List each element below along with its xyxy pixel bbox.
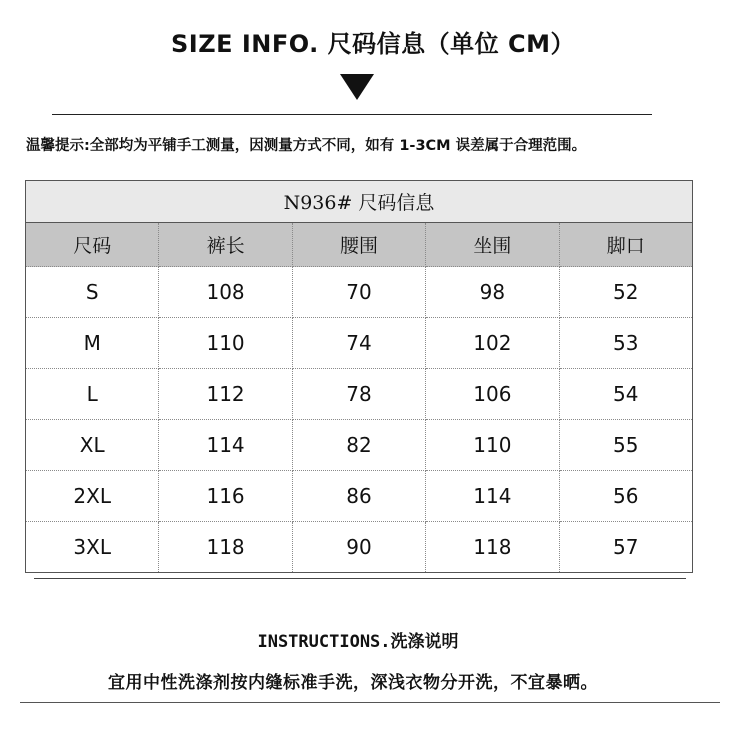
table-cell: L: [26, 369, 159, 420]
instructions-text: 宜用中性洗涤剂按内缝标准手洗，深浅衣物分开洗，不宜暴晒。: [108, 673, 598, 693]
table-cell: 53: [559, 318, 692, 369]
table-row: [26, 267, 693, 318]
table-cell: XL: [26, 420, 159, 471]
table-cell: 110: [426, 420, 559, 471]
measurement-notice: 温馨提示:全部均为平铺手工测量，因测量方式不同，如有 1-3CM 误差属于合理范围。: [26, 138, 587, 154]
table-cell: 55: [559, 420, 692, 471]
page-title: SIZE INFO. 尺码信息（单位 CM）: [171, 30, 575, 58]
table-row: [26, 471, 693, 522]
column-header-size: 尺码: [26, 223, 159, 267]
table-row: [26, 369, 693, 420]
table-cell: 54: [559, 369, 692, 420]
table-cell: 118: [159, 522, 292, 573]
table-row: [26, 522, 693, 573]
table-cell: 116: [159, 471, 292, 522]
table-cell: 86: [292, 471, 425, 522]
table-cell: 114: [426, 471, 559, 522]
arrow-down-icon: [340, 74, 374, 100]
table-row: [26, 318, 693, 369]
table-cell: M: [26, 318, 159, 369]
table-cell: 82: [292, 420, 425, 471]
divider: [20, 702, 720, 703]
column-header-hem: 脚口: [559, 223, 692, 267]
table-row: [26, 420, 693, 471]
table-caption: N936# 尺码信息: [26, 181, 693, 223]
table-cell: 102: [426, 318, 559, 369]
table-cell: 74: [292, 318, 425, 369]
table-cell: S: [26, 267, 159, 318]
table-cell: 98: [426, 267, 559, 318]
table-cell: 2XL: [26, 471, 159, 522]
table-header-row: [26, 223, 693, 267]
size-table: [25, 180, 693, 573]
table-cell: 70: [292, 267, 425, 318]
table-cell: 112: [159, 369, 292, 420]
table-cell: 106: [426, 369, 559, 420]
divider: [52, 114, 652, 115]
table-cell: 110: [159, 318, 292, 369]
divider: [34, 578, 686, 579]
instructions-title: INSTRUCTIONS.洗涤说明: [257, 632, 459, 652]
table-cell: 114: [159, 420, 292, 471]
table-cell: 90: [292, 522, 425, 573]
table-cell: 3XL: [26, 522, 159, 573]
table-cell: 52: [559, 267, 692, 318]
column-header-hip: 坐围: [426, 223, 559, 267]
table-cell: 56: [559, 471, 692, 522]
table-cell: 57: [559, 522, 692, 573]
table-cell: 108: [159, 267, 292, 318]
column-header-length: 裤长: [159, 223, 292, 267]
table-cell: 118: [426, 522, 559, 573]
table-cell: 78: [292, 369, 425, 420]
column-header-waist: 腰围: [292, 223, 425, 267]
